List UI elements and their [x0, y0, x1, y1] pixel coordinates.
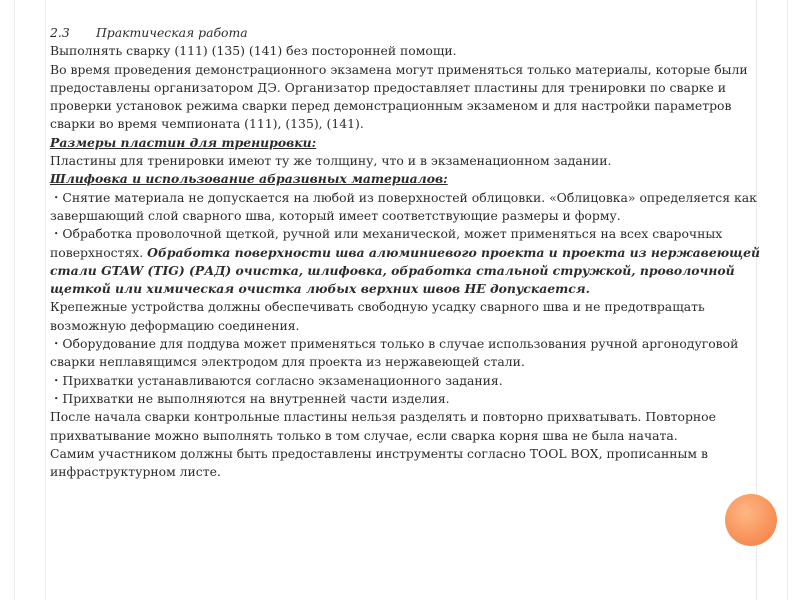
subheading-plate-sizes: Размеры пластин для тренировки:	[50, 134, 317, 150]
bullet-tacks-placement: ・Прихватки устанавливаются согласно экзаменационного задания.	[50, 372, 503, 388]
paragraph-control-plates: После начала сварки контрольные пластины нельзя разделять и повторно прихватывать. Повторное прихватывание можно выполнять только в том случае, если сварка корня шва не была начата.	[50, 409, 716, 443]
paragraph-fixtures: Крепежные устройства должны обеспечивать свободную усадку сварного шва и не предотвращать возможную деформацию соединения.	[50, 299, 705, 333]
paragraph-materials: Во время проведения демонстрационного экзамена могут применяться только материалы, которые были предоставлены организатором ДЭ. Организатор предоставляет пластины для тренировки по сварке и проверки установок режима сварки перед демонстрационным экзаменом и для настройки параметров сварки во время чемпионата (111), (135), (141).	[50, 61, 748, 132]
bullet-wire-brushing	[50, 225, 762, 298]
bullet-tacks-inside: ・Прихватки не выполняются на внутренней части изделия.	[50, 390, 450, 406]
paragraph-welding-requirement: Выполнять сварку (111) (135) (141) без посторонней помощи.	[50, 43, 457, 59]
subheading-grinding: Шлифовка и использование абразивных материалов:	[50, 171, 448, 187]
slide	[14, 0, 788, 600]
paragraph-plate-thickness: Пластины для тренировки имеют ту же толщину, что и в экзаменационном задании.	[50, 153, 612, 169]
paragraph-toolbox: Самим участником должны быть предоставлены инструменты согласно TOOL BOX, прописанным в инфраструктурном листе.	[50, 445, 708, 480]
bullet-wire-brushing-text: ・Обработка проволочной щеткой, ручной или механической, может применяться на всех сварочных поверхностях.	[50, 226, 723, 260]
section-number: 2.3	[50, 25, 70, 40]
bullet-wire-brushing-bold: Обработка поверхности шва алюминиевого проекта и проекта из нержавеющей стали GTAW (TIG) (РАД) очистка, шлифовка, обработка стальной стружкой, проволочной щеткой или химическая очистка любых верхних швов НЕ допускается.	[50, 244, 761, 297]
section-title: Практическая работа	[96, 25, 248, 40]
section-heading	[50, 24, 762, 42]
decorative-orange-circle	[725, 494, 777, 546]
bullet-material-removal: ・Снятие материала не допускается на любой из поверхностей облицовки. «Облицовка» определяется как завершающий слой сварного шва, который имеет соответствующие размеры и форму.	[50, 189, 757, 223]
slide-border-left	[45, 0, 46, 600]
bullet-backing-gas: ・Оборудование для поддува может применяться только в случае использования ручной аргонодуговой сварки неплавящимся электродом для проекта из нержавеющей стали.	[50, 336, 739, 370]
slide-content	[50, 24, 762, 481]
